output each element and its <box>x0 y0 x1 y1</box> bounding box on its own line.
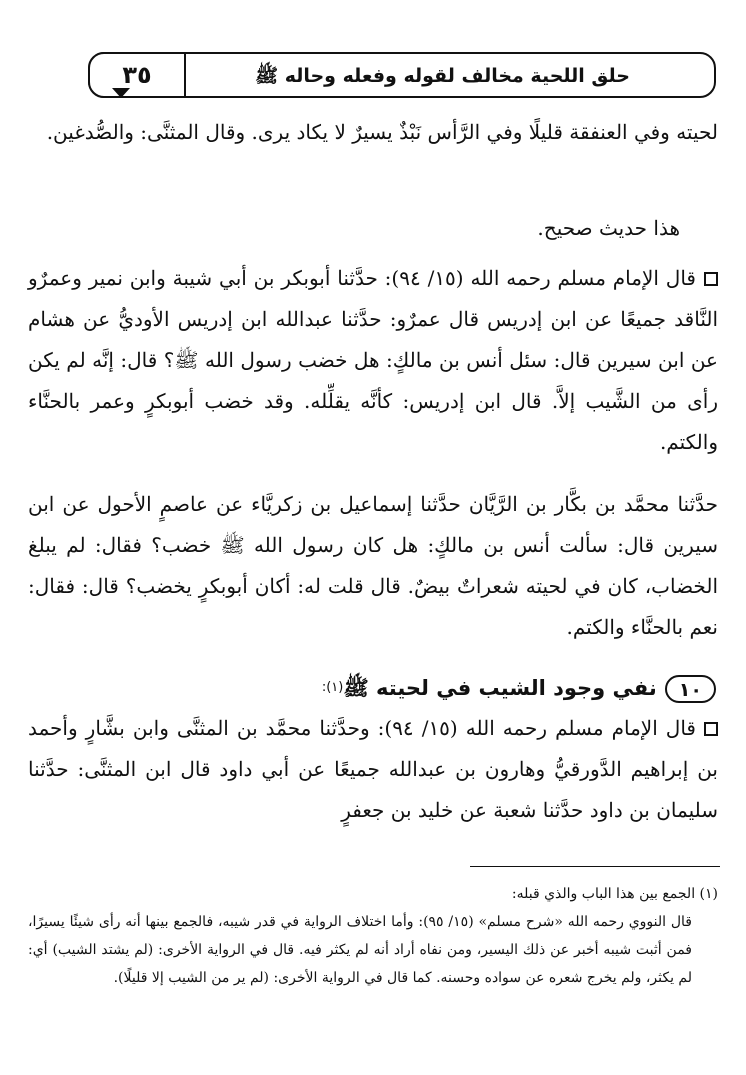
corner-ornament <box>112 88 130 98</box>
footnote-reference: (١): <box>321 680 344 695</box>
section-heading <box>26 668 716 708</box>
paragraph-hadith-muslim-2: حدَّثنا محمَّد بن بكَّار بن الرَّيَّان حدَّثنا إسماعيل بن زكريَّاء عن عاصمٍ الأحول عن ابن سيرين قال: سألت أنس بن مالكٍ: هل كان رسول الله ﷺ خضب؟ فقال: لم يبلغ الخضاب، كان في لحيته شعراتٌ بيضٌ. قال قلت له: أكان أبوبكرٍ يخضب؟ قال: فقال: نعم بالحنَّاء والكتم. <box>28 492 718 639</box>
footnotes <box>28 880 718 992</box>
running-header-title: حلق اللحية مخالف لقوله وفعله وحاله ﷺ <box>255 65 630 87</box>
square-bullet-icon <box>704 722 718 736</box>
paragraph-hadith-muslim-3 <box>28 708 718 831</box>
paragraph-hadith-muslim-1 <box>28 258 718 463</box>
paragraph-continuation: لحيته وفي العنفقة قليلًا وفي الرَّأس نَبْذٌ يسيرٌ لا يكاد يرى. وقال المثنَّى: والصُّدغين. <box>46 120 718 144</box>
footnote-heading: (١) الجمع بين هذا الباب والذي قبله: <box>511 886 718 902</box>
paragraph-verdict: هذا حديث صحيح. <box>537 216 680 240</box>
section-title: نفي وجود الشيب في لحيته ﷺ <box>343 676 657 700</box>
section-number-badge: ١٠ <box>665 675 716 703</box>
page-number: ٣٥ <box>122 61 152 89</box>
paragraph-text: قال الإمام مسلم رحمه الله (١٥/ ٩٤): حدَّثنا أبوبكر بن أبي شيبة وابن نمير وعمرٌو النَّاقد جميعًا عن ابن إدريس قال عمرٌو: حدَّثنا عبدالله ابن إدريس الأوديُّ عن هشام عن ابن سيرين قال: سئل أنس بن مالكٍ: هل خضب رسول الله ﷺ؟ قال: إنَّه لم يكن رأى من الشَّيب إلاَّ. قال ابن إدريس: كأنَّه يقلِّله. وقد خضب أبوبكرٍ وعمر بالحنَّاء والكتم. <box>28 266 718 454</box>
paragraph-text: قال الإمام مسلم رحمه الله (١٥/ ٩٤): وحدَّثنا محمَّد بن المثنَّى وابن بشَّارٍ وأحمد بن إبراهيم الدَّورقيُّ وهارون بن عبدالله جميعًا عن أبي داود قال ابن المثنَّى: حدَّثنا سليمان بن داود حدَّثنا شعبة عن خليد بن جعفرٍ <box>28 716 718 822</box>
footnote-separator <box>470 866 720 867</box>
footnote-body: قال النووي رحمه الله «شرح مسلم» (١٥/ ٩٥): وأما اختلاف الرواية في قدر شيبه، فالجمع بينها أنه رأى شيئًا يسيرًا، فمن أثبت شيبه أخبر عن ذلك اليسير، ومن نفاه أراد أنه لم يكثر فيه. قال في الرواية الأخرى: (لم يشتد الشيب) أي: لم يكثر، ولم يخرج شعره عن سواده وحسنه. كما قال في الرواية الأخرى: (لم ير من الشيب إلا قليلًا). <box>28 914 693 986</box>
square-bullet-icon <box>704 272 718 286</box>
